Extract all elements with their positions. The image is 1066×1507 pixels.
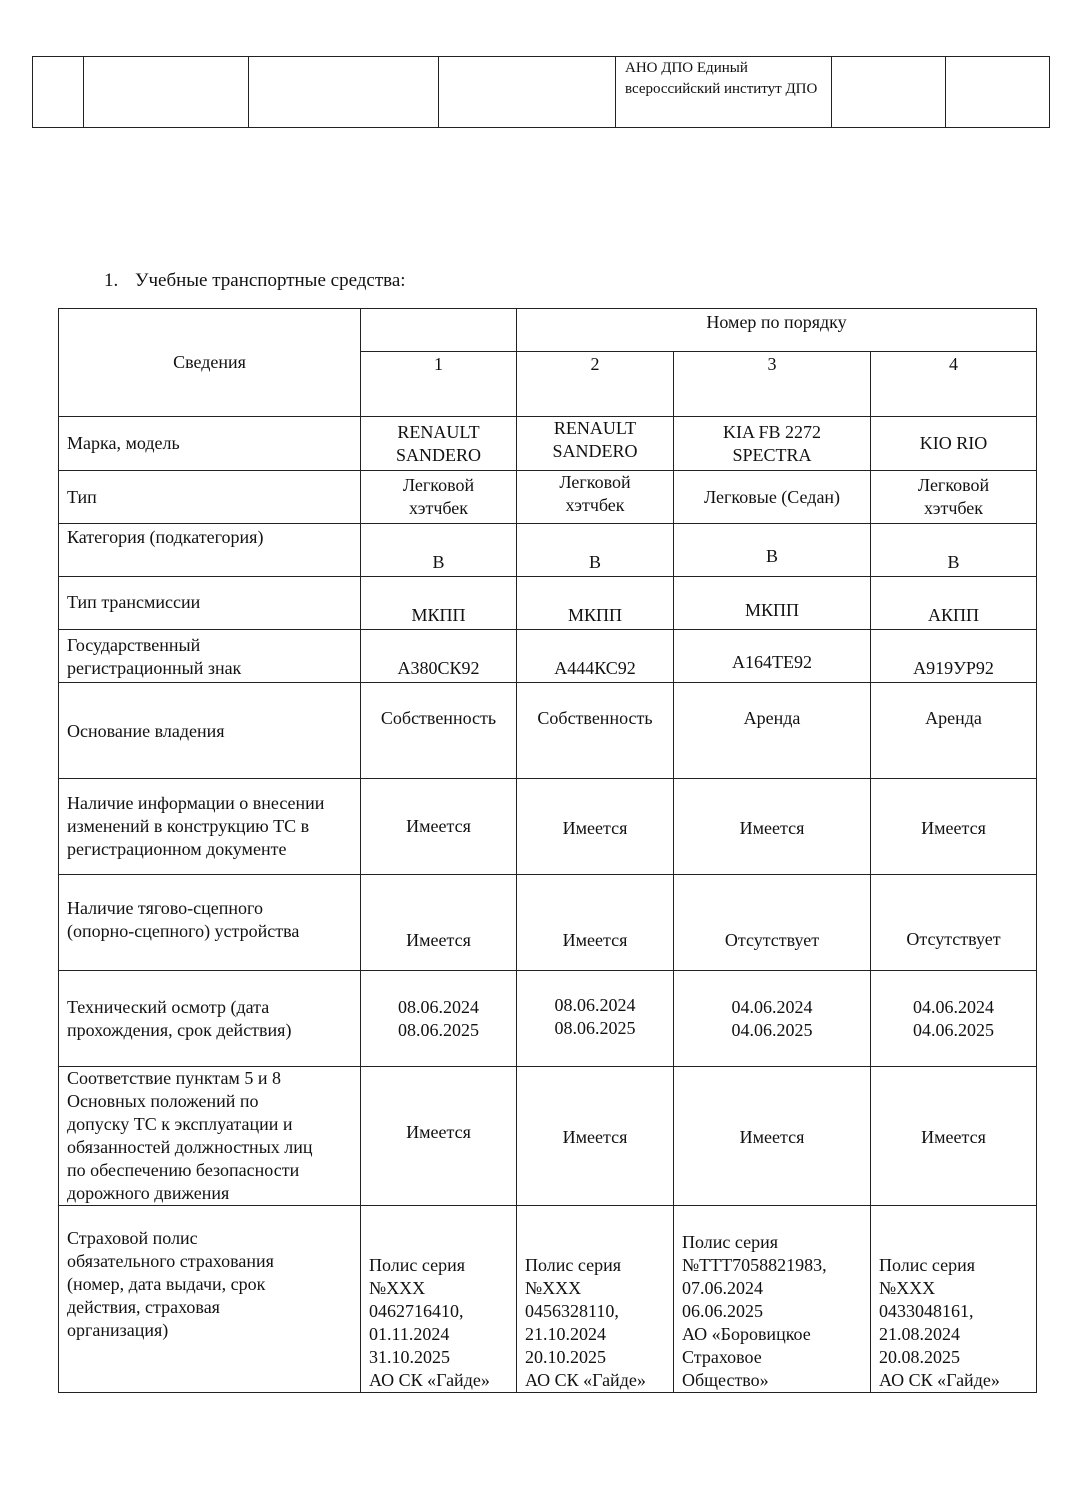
table-cell: А164ТЕ92 <box>674 630 871 683</box>
table-cell: Имеется <box>517 779 674 875</box>
table-cell: МКПП <box>674 577 871 630</box>
table-cell: Отсутствует <box>674 875 871 971</box>
table-row <box>59 524 1037 577</box>
table-row <box>59 1206 1037 1393</box>
table-cell: Аренда <box>871 683 1037 779</box>
table-cell: Легковой хэтчбек <box>871 471 1037 524</box>
table-row <box>59 971 1037 1067</box>
table-cell: KIO RIO <box>871 417 1037 471</box>
empty-cell <box>249 57 439 128</box>
table-row <box>59 417 1037 471</box>
table-cell: Имеется <box>871 779 1037 875</box>
table-cell: Имеется <box>871 1067 1037 1206</box>
column-number: 3 <box>674 352 871 417</box>
table-cell: B <box>361 524 517 577</box>
row-label: Технический осмотр (дата прохождения, срок действия) <box>59 971 361 1067</box>
table-cell: B <box>674 524 871 577</box>
table-cell: B <box>871 524 1037 577</box>
table-cell: А380СК92 <box>361 630 517 683</box>
row-label: Тип <box>59 471 361 524</box>
table-cell: B <box>517 524 674 577</box>
table-cell: Имеется <box>517 875 674 971</box>
column-number: 4 <box>871 352 1037 417</box>
organization-name: АНО ДПО Единый всероссийский институт ДПО <box>616 57 832 128</box>
row-label: Страховой полис обязательного страхования (номер, дата выдачи, срок действия, страховая организация) <box>59 1206 361 1393</box>
table-cell: Имеется <box>361 875 517 971</box>
table-cell: Собственность <box>361 683 517 779</box>
row-label: Тип трансмиссии <box>59 577 361 630</box>
table-cell: Имеется <box>674 779 871 875</box>
empty-cell <box>946 57 1050 128</box>
table-cell: Полис серия №ХХХ 0456328110, 21.10.2024 20.10.2025 АО СК «Гайде» <box>517 1206 674 1393</box>
empty-cell <box>84 57 249 128</box>
table-cell: 04.06.2024 04.06.2025 <box>674 971 871 1067</box>
section-title: Учебные транспортные средства: <box>135 270 406 291</box>
section-heading <box>104 270 406 292</box>
row-label: Категория (подкатегория) <box>59 524 361 577</box>
table-cell: KIA FB 2272 SPECTRA <box>674 417 871 471</box>
table-cell: Легковой хэтчбек <box>361 471 517 524</box>
table-row <box>59 630 1037 683</box>
header-org-table <box>32 56 1050 128</box>
table-cell: RENAULT SANDERO <box>361 417 517 471</box>
section-number: 1. <box>104 270 119 291</box>
table-cell: МКПП <box>517 577 674 630</box>
table-cell: 04.06.2024 04.06.2025 <box>871 971 1037 1067</box>
row-label: Марка, модель <box>59 417 361 471</box>
table-cell: Отсутствует <box>871 875 1037 971</box>
table-row <box>59 683 1037 779</box>
table-row <box>59 471 1037 524</box>
table-row <box>59 1067 1037 1206</box>
table-cell: Собственность <box>517 683 674 779</box>
info-header-cell: Сведения <box>59 309 361 417</box>
empty-cell <box>439 57 616 128</box>
table-row <box>59 875 1037 971</box>
table-row <box>33 57 1050 128</box>
table-cell: АКПП <box>871 577 1037 630</box>
empty-header-cell <box>361 309 517 352</box>
row-label: Государственный регистрационный знак <box>59 630 361 683</box>
table-cell: Полис серия №ТТТ7058821983, 07.06.2024 06.06.2025 АО «Боровицкое Страховое Общество» <box>674 1206 871 1393</box>
table-cell: Легковой хэтчбек <box>517 471 674 524</box>
row-label: Соответствие пунктам 5 и 8 Основных положений по допуску ТС к эксплуатации и обязанностей должностных лиц по обеспечению безопасности дорожного движения <box>59 1067 361 1206</box>
table-cell: Имеется <box>361 1067 517 1206</box>
table-cell: RENAULT SANDERO <box>517 417 674 471</box>
empty-cell <box>832 57 946 128</box>
empty-cell <box>33 57 84 128</box>
table-cell: МКПП <box>361 577 517 630</box>
table-cell: Полис серия №ХХХ 0462716410, 01.11.2024 31.10.2025 АО СК «Гайде» <box>361 1206 517 1393</box>
table-cell: Имеется <box>361 779 517 875</box>
vehicles-table <box>58 308 1037 1393</box>
table-cell: 08.06.2024 08.06.2025 <box>517 971 674 1067</box>
row-label: Наличие информации о внесении изменений в конструкцию ТС в регистрационном документе <box>59 779 361 875</box>
table-cell: А444КС92 <box>517 630 674 683</box>
table-cell: Легковые (Седан) <box>674 471 871 524</box>
column-number: 1 <box>361 352 517 417</box>
table-cell: А919УР92 <box>871 630 1037 683</box>
table-cell: 08.06.2024 08.06.2025 <box>361 971 517 1067</box>
table-header-row <box>59 309 1037 352</box>
table-row <box>59 779 1037 875</box>
table-cell: Имеется <box>517 1067 674 1206</box>
table-cell: Аренда <box>674 683 871 779</box>
table-row <box>59 577 1037 630</box>
table-cell: Имеется <box>674 1067 871 1206</box>
table-cell: Полис серия №ХХХ 0433048161, 21.08.2024 20.08.2025 АО СК «Гайде» <box>871 1206 1037 1393</box>
row-label: Наличие тягово-сцепного (опорно-сцепного) устройства <box>59 875 361 971</box>
column-number: 2 <box>517 352 674 417</box>
row-label: Основание владения <box>59 683 361 779</box>
order-header-cell: Номер по порядку <box>517 309 1037 352</box>
